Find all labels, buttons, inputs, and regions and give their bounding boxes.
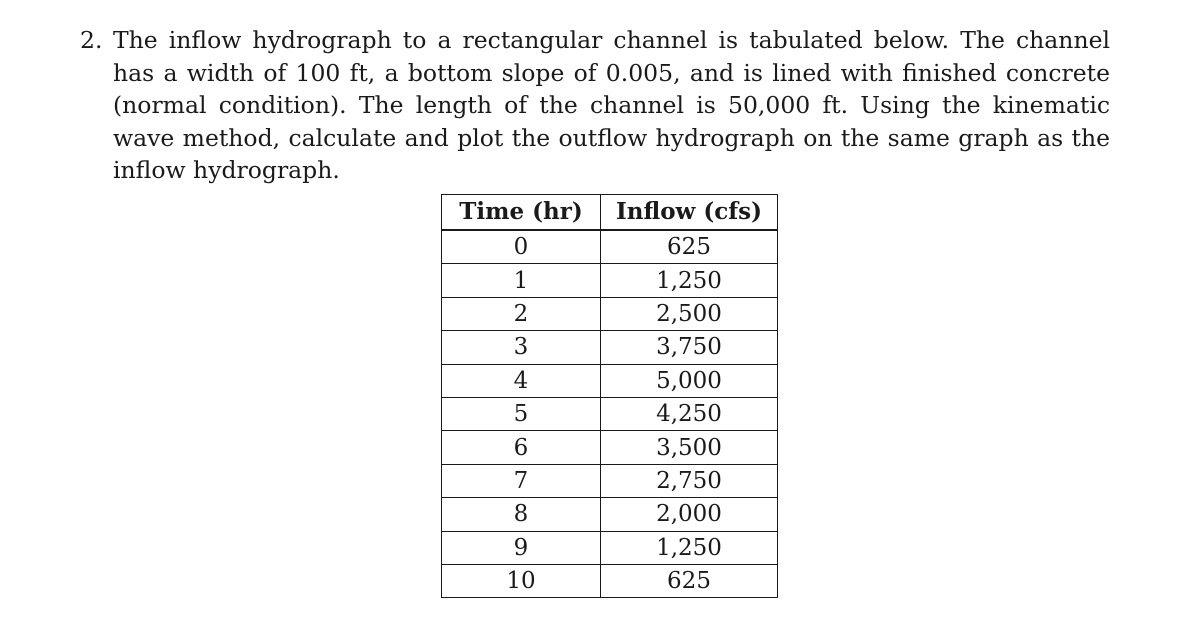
inflow-cell: 3,750 [601, 331, 778, 364]
problem-number: 2. [80, 26, 103, 54]
inflow-cell: 1,250 [601, 264, 778, 297]
inflow-cell: 2,000 [601, 498, 778, 531]
table-row [442, 431, 778, 464]
inflow-hydrograph-table-container [441, 194, 778, 598]
header-time: Time (hr) [442, 195, 601, 231]
inflow-cell: 1,250 [601, 531, 778, 564]
table-row [442, 297, 778, 330]
inflow-cell: 4,250 [601, 397, 778, 430]
table-row [442, 531, 778, 564]
table-row [442, 364, 778, 397]
inflow-hydrograph-table [441, 194, 778, 598]
inflow-cell: 625 [601, 564, 778, 597]
inflow-cell: 3,500 [601, 431, 778, 464]
inflow-cell: 2,750 [601, 464, 778, 497]
header-inflow: Inflow (cfs) [601, 195, 778, 231]
time-cell: 2 [442, 297, 601, 330]
table-row [442, 331, 778, 364]
table-row [442, 264, 778, 297]
inflow-cell: 625 [601, 230, 778, 264]
time-cell: 7 [442, 464, 601, 497]
table-row [442, 230, 778, 264]
table-header-row [442, 195, 778, 231]
time-cell: 1 [442, 264, 601, 297]
problem-text: The inflow hydrograph to a rectangular channel is tabulated below. The channel has a width of 100 ft, a bottom slope of 0.005, and is lined with finished concrete (normal condition). The length of the channel is 50,000 ft. Using the kinematic wave method, calculate and plot the outflow hydrograph on the same graph as the inflow hydrograph. [113, 26, 1110, 184]
time-cell: 4 [442, 364, 601, 397]
time-cell: 3 [442, 331, 601, 364]
time-cell: 10 [442, 564, 601, 597]
inflow-cell: 5,000 [601, 364, 778, 397]
table-row [442, 464, 778, 497]
time-cell: 9 [442, 531, 601, 564]
table-row [442, 564, 778, 597]
problem-statement [80, 24, 1110, 187]
time-cell: 6 [442, 431, 601, 464]
table-body [442, 230, 778, 598]
table-row [442, 397, 778, 430]
time-cell: 8 [442, 498, 601, 531]
time-cell: 5 [442, 397, 601, 430]
inflow-cell: 2,500 [601, 297, 778, 330]
time-cell: 0 [442, 230, 601, 264]
table-row [442, 498, 778, 531]
